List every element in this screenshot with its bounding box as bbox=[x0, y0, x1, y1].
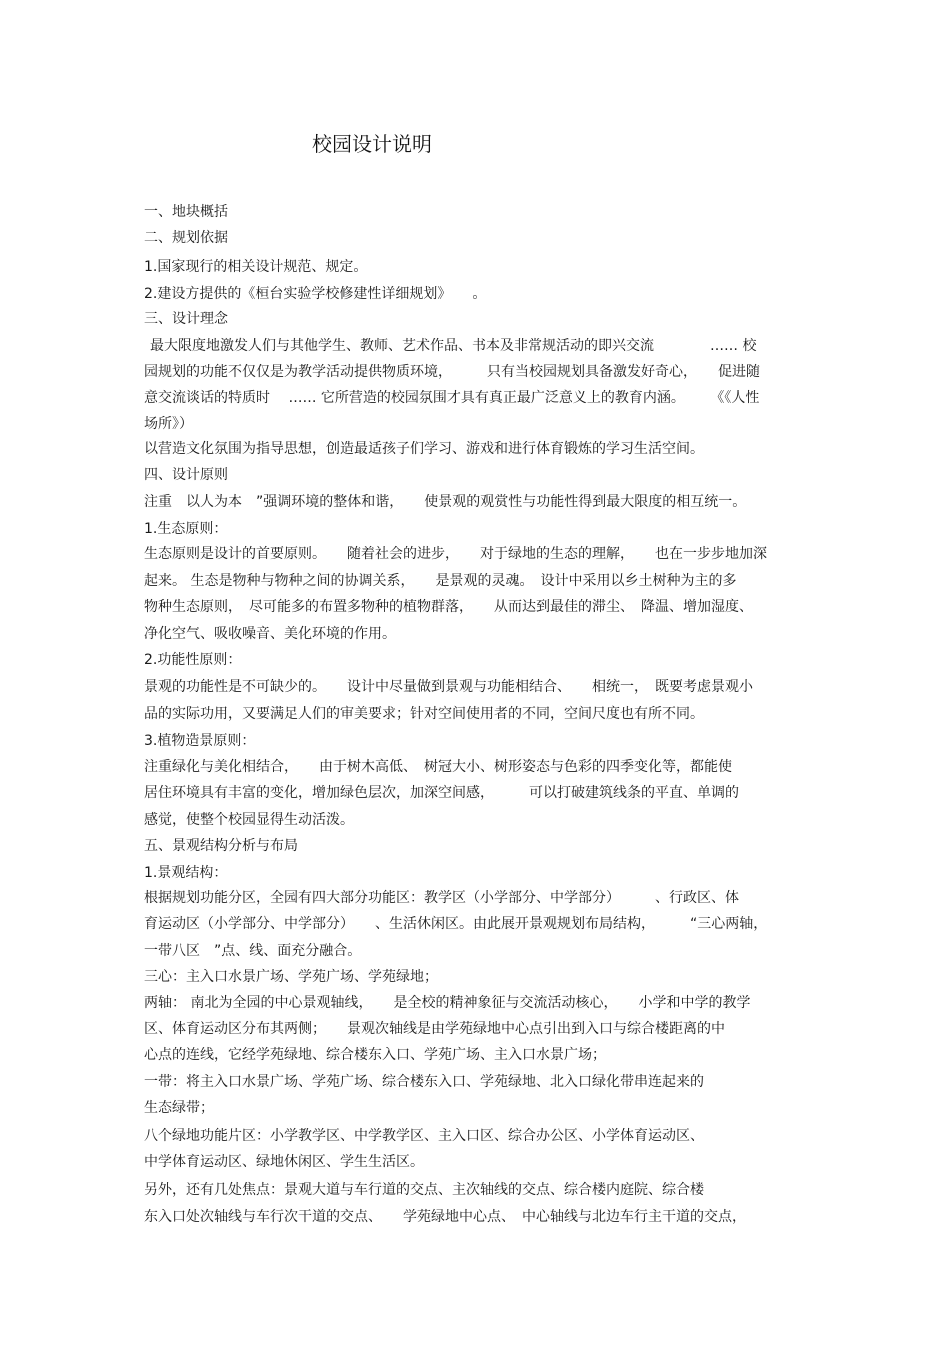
text-line: 区、体育运动区分布其两侧； 景观次轴线是由学苑绿地中心点引出到入口与综合楼距离的中 bbox=[144, 1021, 725, 1037]
text-line: 八个绿地功能片区：小学教学区、中学教学区、主入口区、综合办公区、小学体育运动区、 bbox=[144, 1128, 704, 1144]
text-line: 感觉，使整个校园显得生动活泼。 bbox=[144, 812, 354, 828]
text-line: 场所》） bbox=[144, 416, 193, 432]
text-line: 物种生态原则， 尽可能多的布置多物种的植物群落， 从而达到最佳的滞尘、 降温、增加湿度、 bbox=[144, 599, 753, 615]
text-line: 2.功能性原则： bbox=[144, 652, 242, 668]
text-line: 最大限度地激发人们与其他学生、教师、艺术作品、书本及非常规活动的即兴交流 …… 校 bbox=[150, 338, 757, 354]
text-line: 以营造文化氛围为指导思想，创造最适孩子们学习、游戏和进行体育锻炼的学习生活空间。 bbox=[144, 441, 704, 457]
text-line: 两轴： 南北为全园的中心景观轴线， 是全校的精神象征与交流活动核心， 小学和中学的教学 bbox=[144, 995, 751, 1011]
text-line: 心点的连线，它经学苑绿地、综合楼东入口、学苑广场、主入口水景广场； bbox=[144, 1047, 606, 1063]
text-line: 三、设计理念 bbox=[144, 311, 228, 327]
text-line: 另外，还有几处焦点：景观大道与车行道的交点、主次轴线的交点、综合楼内庭院、综合楼 bbox=[144, 1182, 704, 1198]
text-line: 3.植物造景原则： bbox=[144, 733, 256, 749]
text-line: 生态绿带； bbox=[144, 1100, 214, 1116]
page-title: 校园设计说明 bbox=[312, 132, 432, 156]
text-line: 净化空气、吸收噪音、美化环境的作用。 bbox=[144, 626, 396, 642]
text-line: 注重 以人为本 ”强调环境的整体和谐， 使景观的观赏性与功能性得到最大限度的相互统一。 bbox=[144, 494, 747, 510]
text-line: 园规划的功能不仅仅是为教学活动提供物质环境， 只有当校园规划具备激发好奇心， 促进随 bbox=[144, 364, 760, 380]
text-line: 中学体育运动区、绿地休闲区、学生生活区。 bbox=[144, 1154, 424, 1170]
text-line: 四、设计原则 bbox=[144, 467, 228, 483]
text-line: 三心：主入口水景广场、学苑广场、学苑绿地； bbox=[144, 969, 438, 985]
text-line: 五、景观结构分析与布局 bbox=[144, 838, 298, 854]
text-line: 一、地块概括 bbox=[144, 204, 228, 220]
text-line: 品的实际功用，又要满足人们的审美要求；针对空间使用者的不同，空间尺度也有所不同。 bbox=[144, 706, 704, 722]
text-line: 意交流谈话的特质时 …… 它所营造的校园氛围才具有真正最广泛意义上的教育内涵。 《《人性 bbox=[144, 390, 760, 406]
text-line: 景观的功能性是不可缺少的。 设计中尽量做到景观与功能相结合、 相统一， 既要考虑景观小 bbox=[144, 679, 753, 695]
text-line: 注重绿化与美化相结合， 由于树木高低、 树冠大小、树形姿态与色彩的四季变化等，都能使 bbox=[144, 759, 732, 775]
text-line: 居住环境具有丰富的变化，增加绿色层次，加深空间感， 可以打破建筑线条的平直、单调的 bbox=[144, 785, 739, 801]
text-line: 一带八区 ”点、线、面充分融合。 bbox=[144, 943, 362, 959]
text-line: 一带：将主入口水景广场、学苑广场、综合楼东入口、学苑绿地、北入口绿化带串连起来的 bbox=[144, 1074, 704, 1090]
text-line: 2.建设方提供的《桓台实验学校修建性详细规划》 。 bbox=[144, 286, 487, 302]
text-line: 东入口处次轴线与车行次干道的交点、 学苑绿地中心点、 中心轴线与北边车行主干道的交点， bbox=[144, 1209, 746, 1225]
text-line: 1.国家现行的相关设计规范、规定。 bbox=[144, 259, 368, 275]
text-line: 1.生态原则： bbox=[144, 521, 228, 537]
text-line: 育运动区（小学部分、中学部分） 、生活休闲区。由此展开景观规划布局结构， “三心两轴， bbox=[144, 916, 768, 932]
text-line: 生态原则是设计的首要原则。 随着社会的进步， 对于绿地的生态的理解， 也在一步步地加深 bbox=[144, 546, 767, 562]
text-line: 二、规划依据 bbox=[144, 230, 228, 246]
text-line: 起来。 生态是物种与物种之间的协调关系， 是景观的灵魂。 设计中采用以乡土树种为主的多 bbox=[144, 573, 737, 589]
text-line: 根据规划功能分区，全园有四大部分功能区：教学区（小学部分、中学部分） 、行政区、体 bbox=[144, 890, 739, 906]
text-line: 1.景观结构： bbox=[144, 865, 228, 881]
